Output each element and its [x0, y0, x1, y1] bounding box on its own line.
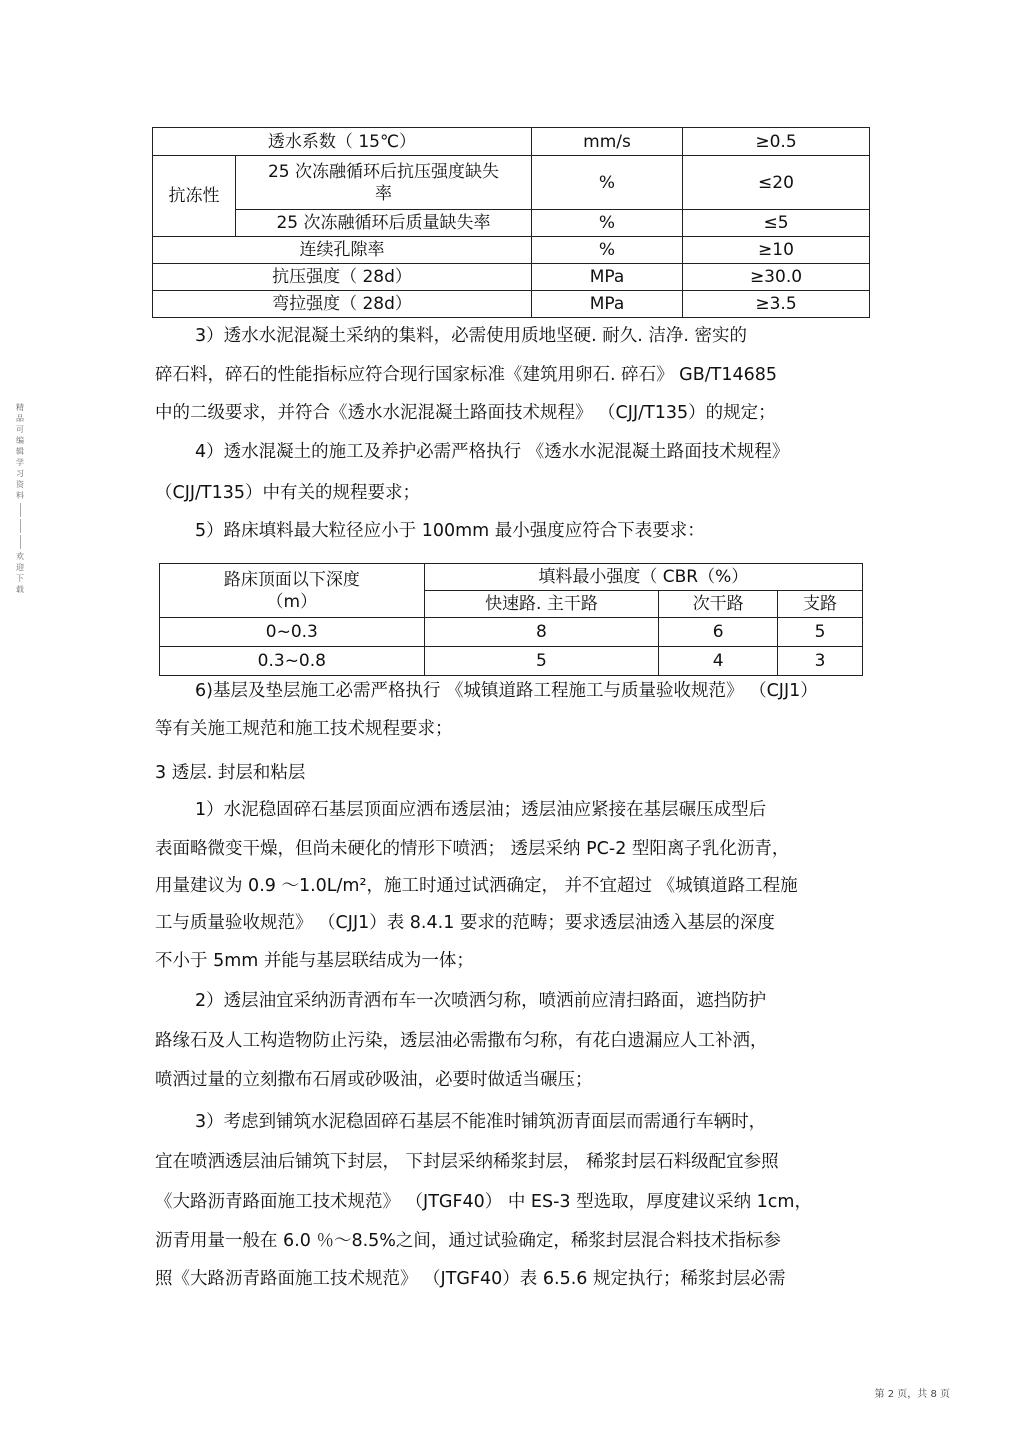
table-cell: 0.3~0.8: [160, 647, 425, 676]
divider: [20, 503, 21, 517]
table-cell: 弯拉强度（ 28d）: [153, 291, 532, 318]
paragraph-line: 宜在喷洒透层油后铺筑下封层， 下封层采纳稀浆封层， 稀浆封层石料级配宜参照: [155, 1152, 779, 1172]
table-row: [160, 618, 863, 647]
table-cell: ≥10: [683, 237, 870, 264]
paragraph-line: 不小于 5mm 并能与基层联结成为一体；: [155, 951, 474, 971]
side-text-top: 精品可编辑学习资料: [16, 403, 24, 500]
divider: [20, 535, 21, 549]
paragraph-line: 喷洒过量的立刻撒布石屑或砂吸油，必要时做适当碾压；: [155, 1070, 593, 1090]
paragraph-line: 表面略微变干燥，但尚未硬化的情形下喷洒； 透层采纳 PC-2 型阳离子乳化沥青，: [155, 839, 790, 859]
table-cell: 8: [424, 618, 659, 647]
table-cell: 4: [659, 647, 778, 676]
table-cell: MPa: [532, 291, 683, 318]
table-row: [153, 291, 870, 318]
paragraph-line: 1）水泥稳固碎石基层顶面应洒布透层油；透层油应紧接在基层碾压成型后: [195, 800, 767, 820]
table-cell: mm/s: [532, 128, 683, 156]
table-cell: 连续孔隙率: [153, 237, 532, 264]
table-cell: 25 次冻融循环后质量缺失率: [236, 210, 532, 237]
table-cell: %: [532, 210, 683, 237]
paragraph-line: 《大路沥青路面施工技术规范》 （JTGF40） 中 ES-3 型选取，厚度建议采纳 1cm，: [155, 1192, 812, 1212]
paragraph-line: （CJJ/T135）中有关的规程要求；: [155, 483, 421, 503]
table-subheader: 支路: [778, 591, 863, 618]
paragraph-line: 路缘石及人工构造物防止污染，透层油必需撒布匀称，有花白遗漏应人工补洒，: [155, 1031, 768, 1051]
side-watermark: [13, 402, 27, 595]
table-cell: 25 次冻融循环后抗压强度缺失率: [236, 156, 532, 210]
paragraph-line: 6)基层及垫层施工必需严格执行 《城镇道路工程施工与质量验收规范》 （CJJ1）: [195, 681, 818, 701]
cbr-table: [159, 563, 863, 676]
table-cell: 0~0.3: [160, 618, 425, 647]
section-heading: 3 透层. 封层和粘层: [155, 763, 306, 783]
table-cell: 抗压强度（ 28d）: [153, 264, 532, 291]
divider: [20, 519, 21, 533]
table-cell: %: [532, 156, 683, 210]
table-cell: 6: [659, 618, 778, 647]
table-row: [153, 156, 870, 210]
table-cell: 抗冻性: [153, 156, 236, 237]
paragraph-line: 等有关施工规范和施工技术规程要求；: [155, 719, 453, 739]
table-header-strength: 填料最小强度（ CBR（%）: [424, 564, 862, 591]
paragraph-line: 用量建议为 0.9 ～1.0L/m²，施工时通过试洒确定， 并不宜超过 《城镇道路工程施: [155, 876, 798, 896]
table-row: [160, 647, 863, 676]
table-cell: 5: [424, 647, 659, 676]
paragraph-line: 碎石料，碎石的性能指标应符合现行国家标准《建筑用卵石. 碎石》 GB/T14685: [155, 365, 778, 385]
table-cell: %: [532, 237, 683, 264]
table-cell: MPa: [532, 264, 683, 291]
table-row: [153, 210, 870, 237]
table-row: [160, 564, 863, 591]
side-text-bottom: 欢迎下载: [16, 552, 24, 594]
header-depth-unit: （m）: [266, 591, 318, 612]
table-cell: ≥3.5: [683, 291, 870, 318]
table-cell: 3: [778, 647, 863, 676]
paragraph-line: 沥青用量一般在 6.0 ％～8.5%之间，通过试验确定，稀浆封层混合料技术指标参: [155, 1231, 781, 1251]
paragraph-line: 4）透水混凝土的施工及养护必需严格执行 《透水水泥混凝土路面技术规程》: [195, 442, 790, 462]
paragraph-line: 中的二级要求，并符合《透水水泥混凝土路面技术规程》 （CJJ/T135）的规定；: [155, 403, 776, 423]
paragraph-line: 3）考虑到铺筑水泥稳固碎石基层不能准时铺筑沥青面层而需通行车辆时，: [195, 1112, 767, 1132]
table-cell: ≥30.0: [683, 264, 870, 291]
table-subheader: 快速路. 主干路: [424, 591, 659, 618]
paragraph-line: 2）透层油宜采纳沥青洒布车一次喷洒匀称，喷洒前应清扫路面，遮挡防护: [195, 991, 767, 1011]
paragraph-line: 照《大路沥青路面施工技术规范》 （JTGF40）表 6.5.6 规定执行；稀浆封层必需: [155, 1269, 786, 1289]
paragraph-line: 3）透水水泥混凝土采纳的集料，必需使用质地坚硬. 耐久. 洁净. 密实的: [195, 326, 748, 346]
table-row: [153, 128, 870, 156]
header-depth-label: 路床顶面以下深度: [223, 569, 360, 590]
table-cell: ≥0.5: [683, 128, 870, 156]
table-header-depth: [160, 564, 425, 618]
paragraph-line: 工与质量验收规范》 （CJJ1）表 8.4.1 要求的范畴；要求透层油透入基层的深度: [155, 913, 775, 933]
table-cell: ≤5: [683, 210, 870, 237]
table-cell: ≤20: [683, 156, 870, 210]
table-cell: 透水系数（ 15℃）: [153, 128, 532, 156]
paragraph-line: 5）路床填料最大粒径应小于 100mm 最小强度应符合下表要求：: [195, 521, 705, 541]
properties-table: [152, 127, 870, 318]
table-row: [153, 264, 870, 291]
table-row: [153, 237, 870, 264]
page-number: 第 2 页，共 8 页: [874, 1389, 950, 1400]
table-subheader: 次干路: [659, 591, 778, 618]
table-cell: 5: [778, 618, 863, 647]
